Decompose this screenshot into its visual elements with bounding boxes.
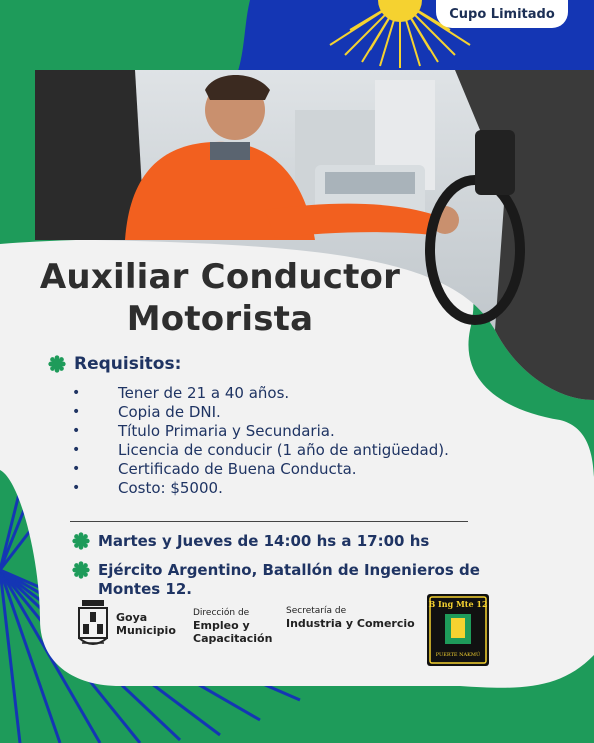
divider <box>70 521 468 522</box>
direccion-empleo-logo: Dirección de Empleo y Capacitación <box>193 608 273 645</box>
requirements-heading <box>48 354 181 374</box>
page-title <box>0 256 440 340</box>
list-item: • Licencia de conducir (1 año de antigüedad). <box>72 441 449 459</box>
title-line-2: Motorista <box>126 299 314 339</box>
svg-text:PUERTE NAKMÚ: PUERTE NAKMÚ <box>435 652 481 658</box>
goya-municipio-logo: Goya Municipio <box>76 598 176 650</box>
flower-bullet-icon <box>72 532 90 550</box>
title-line-1: Auxiliar Conductor <box>39 257 401 297</box>
flower-bullet-icon <box>72 561 90 579</box>
schedule-text: Martes y Jueves de 14:00 hs a 17:00 hs <box>98 532 430 550</box>
goya-crest-icon <box>76 598 110 650</box>
flower-bullet-icon <box>48 355 66 373</box>
list-item: • Costo: $5000. <box>72 479 223 497</box>
requirements-label: Requisitos: <box>74 354 182 374</box>
list-item: • Tener de 21 a 40 años. <box>72 384 290 402</box>
location-text: Ejército Argentino, Batallón de Ingenieros de Montes 12. <box>98 561 480 598</box>
requirements-list <box>72 384 449 498</box>
list-item: • Copia de DNI. <box>72 403 221 421</box>
battalion-emblem-icon <box>427 594 489 666</box>
driver-photo <box>35 70 594 400</box>
location-row <box>72 561 480 599</box>
list-item: • Título Primaria y Secundaria. <box>72 422 335 440</box>
limited-spots-badge: Cupo Limitado <box>436 0 568 28</box>
schedule-row <box>72 532 429 551</box>
list-item: • Certificado de Buena Conducta. <box>72 460 357 478</box>
svg-text:B Ing Mte 12: B Ing Mte 12 <box>428 599 488 609</box>
secretaria-industria-logo: Secretaría de Industria y Comercio <box>286 606 415 630</box>
